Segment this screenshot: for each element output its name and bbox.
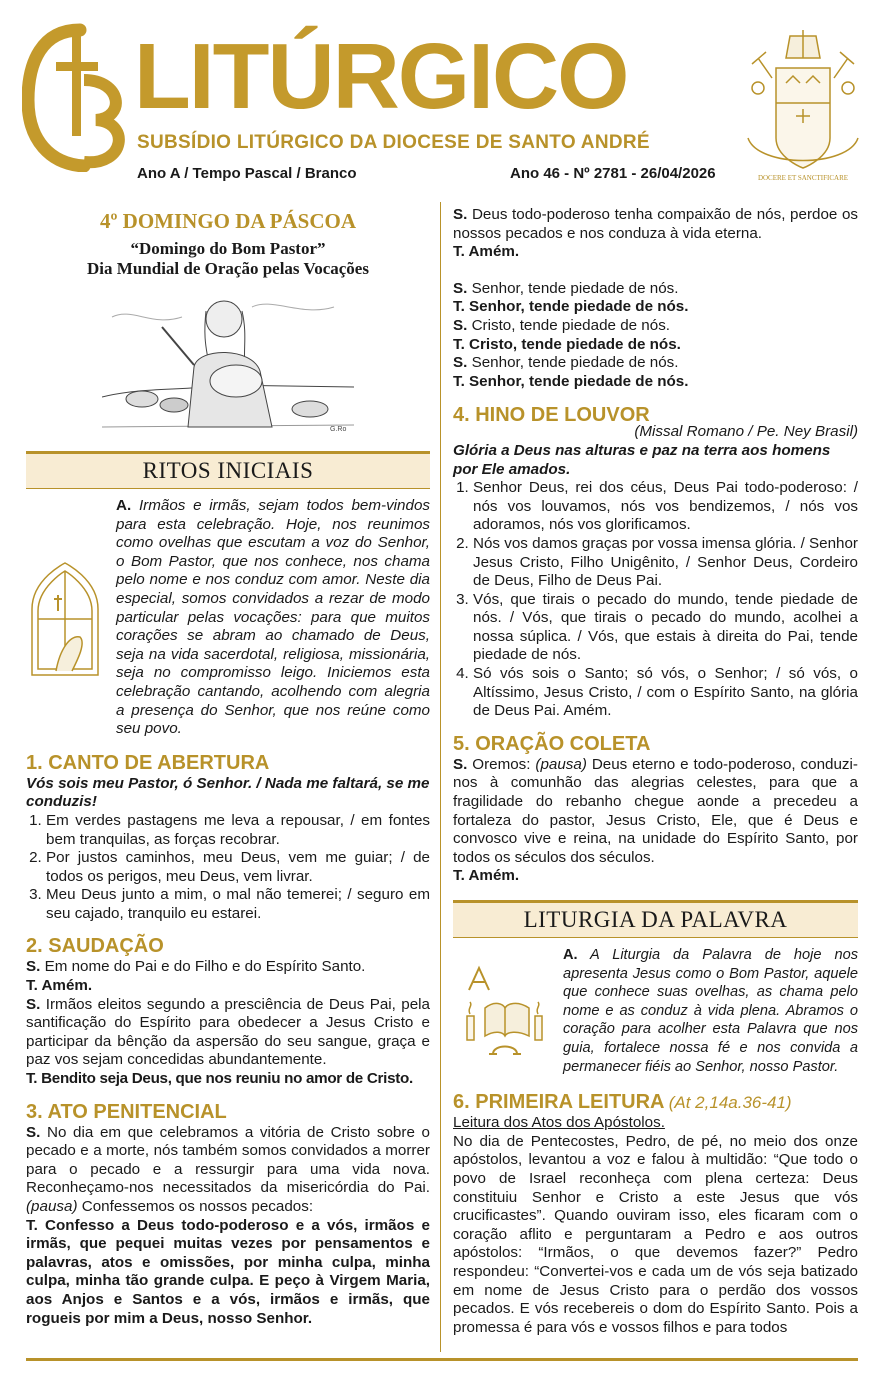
pause-note: (pausa) [26,1198,78,1215]
speaker-label: S. [26,958,41,976]
vocations-day: Dia Mundial de Oração pelas Vocações [87,259,369,278]
edition-number-date: Ano 46 - Nº 2781 - 26/04/2026 [510,165,716,182]
brand-title: LITÚRGICO [134,24,628,128]
list-item: 4. Só vós sois o Santo; só vós, o Senhor; / só vós, o Altíssimo, Jesus Cristo, / com o Espírito Santo, na glória de Deus Pai. Amém. [473,665,858,721]
svg-text:G.Ro: G.Ro [330,426,347,433]
leitura-reference: (At 2,14a.36-41) [668,1093,792,1113]
ritos-intro [26,497,430,739]
speaker-label: S. [26,1123,41,1141]
speaker-label: S. [26,995,41,1013]
saudacao-s1: Em nome do Pai e do Filho e do Espírito Santo. [44,958,366,976]
coleta-response: T. Amém. [453,867,520,885]
list-item: 1. Senhor Deus, rei dos céus, Deus Pai todo-poderoso: / nós vos louvamos, nós vos bendizemos, / nós vos adoramos, nós vos glorificamos. [473,479,858,535]
brand-subtitle: SUBSÍDIO LITÚRGICO DA DIOCESE DE SANTO ANDRÉ [137,132,650,153]
canto-verses [26,812,430,924]
kyrie-line: S. Senhor, tende piedade de nós. [453,279,679,297]
kyrie-line: S. Senhor, tende piedade de nós. [453,354,679,372]
speaker-label: S. [453,755,468,773]
kyrie-line: T. Cristo, tende piedade de nós. [453,335,681,353]
palavra-intro [453,946,858,1076]
hino-source: (Missal Romano / Pe. Ney Brasil) [634,423,858,441]
speaker-label: S. [453,206,468,223]
section-banner-palavra: LITURGIA DA PALAVRA [453,900,858,938]
absolution-text: Deus todo-poderoso tenha compaixão de nós, perdoe os nossos pecados e nos conduza à vida eterna. [453,206,858,242]
confiteor-text: T. Confesso a Deus todo-poderoso e a vós, irmãos e irmãs, que pequei muitas vezes por pensamentos e palavras, atos e omissões, por minha culpa, minha culpa, minha tão grande culpa. E peço à Virgem Maria, aos Anjos e Santos e a vós, irmãos e irmãs, que rogueis por mim a Deus, nosso Senhor. [26,1216,430,1327]
masthead [0,0,882,190]
speaker-label: A. [563,947,578,963]
saudacao-response: T. Bendito seja Deus, que nos reuniu no amor de Cristo. [26,1070,413,1088]
ritos-intro-text: Irmãos e irmãs, sejam todos bem-vindos para esta celebração. Hoje, nos reunimos como ovelhas que escutam a voz do Senhor, o Bom Pastor, que nos conhece, nos chama pelo nome e nos conduz com amor. Neste dia especial, somos convidados a rezar de modo particular pelas vocações: para que muitos corações se abram ao chamado de Deus, seja na vida sacerdotal, religiosa, missionária, seja no compromisso leigo. Iniciemos esta celebração cantando, acolhendo com alegria a presença do Senhor, que nos reúne como seu povo. [116,497,430,738]
saudacao-response: T. Amém. [26,977,93,995]
diocese-coat-of-arms-icon [738,28,868,188]
good-shepherd-illustration [102,287,354,437]
open-book-candles-icon [455,960,551,1056]
penitencial-invitation: No dia em que celebramos a vitória de Cristo sobre o pecado e a morte, nós também somos convidados a morrer para o pecado e a ressurgir para uma vida nova. Reconheçamo-nos necessitados da misericórdia do Pai. [26,1123,430,1197]
column-divider [440,202,441,1352]
coleta-text: Deus eterno e todo-poderoso, conduzi-nos à comunhão das alegrias celestes, para que a fragilidade do rebanho chegue aonde a precedeu a fortaleza do pastor, Jesus Cristo, Ele, que é Deus e convosco vive e reina, na unidade do Espírito Santo, por todos os séculos dos séculos. [453,755,858,866]
bottom-rule [26,1358,858,1361]
penitencial-invitation-end: Confessemos os nossos pecados: [81,1198,314,1215]
sunday-theme: “Domingo do Bom Pastor” [130,239,326,258]
hino-verses [453,479,858,721]
sunday-title: 4º DOMINGO DA PÁSCOA [99,209,357,233]
saudacao-s2: Irmãos eleitos segundo a presciência de Deus Pai, pela santificação do Espírito para obedecer a Jesus Cristo e participar da bênção da aspersão do seu sangue, graça e paz vos sejam concedidas abundantemente. [26,995,430,1069]
pause-note: (pausa) [535,755,587,773]
list-item: 3. Vós, que tirais o pecado do mundo, tende piedade de nós. / Vós, que tirais o pecado do mundo, acolhei a nossa súplica. / Vós, que estais à direita do Pai, tende piedade de nós. [473,591,858,665]
logo-cross-icon [22,22,132,172]
list-item: 3. Meu Deus junto a mim, o mal não temerei; / seguro em seu cajado, tranquilo eu estarei. [46,886,430,923]
section-heading-canto: 1. CANTO DE ABERTURA [26,751,270,774]
canto-refrain: Vós sois meu Pastor, ó Senhor. / Nada me faltará, se me conduzis! [26,774,430,811]
hino-refrain: Glória a Deus nas alturas e paz na terra aos homens por Ele amados. [453,441,831,478]
section-heading-leitura: 6. PRIMEIRA LEITURA (At 2,14a.36-41) [453,1091,792,1114]
praying-hands-window-icon [26,559,104,679]
section-heading-penitencial: 3. ATO PENITENCIAL [26,1100,227,1123]
edition-season: Ano A / Tempo Pascal / Branco [137,165,357,182]
section-banner-ritos: RITOS INICIAIS [26,451,430,489]
left-column [26,206,430,1328]
leitura-text: No dia de Pentecostes, Pedro, de pé, no meio dos onze apóstolos, levantou a voz e falou à multidão: “Que todo o povo de Israel reconheça com plena certeza: Deus constituiu Senhor e Cristo a este Jesus que vós crucificastes”. Quando ouviram isso, eles ficaram com o coração aflito e perguntaram a Pedro e aos outros apóstolos: “Irmãos, o que devemos fazer?” Pedro respondeu: “Convertei-vos e cada um de vós seja batizado em nome de Jesus Cristo para o perdão dos vossos pecados. E vós recebereis o dom do Espírito Santo. Pois a promessa é para vós e vossos filhos e para todos [453,1132,858,1336]
section-heading-saudacao: 2. SAUDAÇÃO [26,935,164,958]
svg-text:DOCERE ET SANCTIFICARE: DOCERE ET SANCTIFICARE [757,174,849,182]
right-column: S. Deus todo-poderoso tenha compaixão de nós, perdoe os nossos pecados e nos conduza à vida eterna. T. Amém. S. Senhor, tende piedade de nós. T. Senhor, tende piedade de nós. S. Cristo, tende piedade de nós. T. Cristo, tende piedade de nós. S. Senhor, tende piedade de nós. T. Senhor, tende piedade de nós. 4. HINO DE LOUVOR (Missal Romano / Pe. Ney Brasil) Glória a Deus nas alturas e paz na terra aos homens por Ele amados. 1. Senhor Deus, rei dos céus, Deus Pai todo-poderoso: / nós vos louvamos, nós vos bendizemos, / nós vos adoramos, nós vos glorificamos. 2. Nós vos damos graças por vossa imensa glória. / Senhor Jesus Cristo, Filho Unigênito, / Senhor Deus, Cordeiro de Deus, Filho de Deus Pai. 3. Vós, que tirais o pecado do mundo, tende piedade de nós. / Vós, que tirais o pecado do mundo, acolhei a nossa súplica. / Vós, que estais à direita do Pai, tende piedade de nós. 4. Só vós sois o Santo; só vós, o Senhor; / só vós, o Altíssimo, Jesus Cristo, / com o Espírito Santo, na glória de Deus Pai. Amém. 5. ORAÇÃO COLETA S. Oremos: (pausa) Deus eterno e todo-poderoso, conduzi-nos à comunhão das alegrias celestes, para que a fragilidade do rebanho chegue aonde a precedeu a fortaleza do pastor, Jesus Cristo, Ele, que é Deus e convosco vive e reina, na unidade do Espírito Santo, por todos os séculos dos séculos. T. Amém. LITURGIA DA PALAVRA A. A Liturgia da Palavra de hoje nos apresenta Jesus como o Bom Pastor, aquele que conhece suas ovelhas, as chama pelo nome e as conduz à vida plena. Abramos o coração para acolher esta Palavra que nos guia, fortalece nossa fé e nos convida a permanecer fiéis ao Senhor, nosso Pastor. 6. PRIMEIRA LEITURA (At 2,14a.36-41) Leitura dos Atos dos Apóstolos. No dia de Pentecostes, Pedro, de pé, no meio dos onze apóstolos, levantou a voz e falou à multidão: “Que todo o povo de Israel reconheça com plena certeza: Deus constituiu Senhor e Cristo a este Jesus que vós crucificastes”. Quando ouviram isso, eles ficaram com o coração aflito e perguntaram a Pedro e aos outros apóstolos: “Irmãos, o que devemos fazer?” Pedro respondeu: “Convertei-vos e cada um de vós seja batizado em nome de Jesus Cristo para o perdão dos vossos pecados. E vós recebereis o dom do Espírito Santo. Pois a promessa é para vós e vossos filhos e para todos [453,206,858,1337]
list-item: 1. Em verdes pastagens me leva a repousar, / em fontes bem tranquilas, as forças recobrar. [46,812,430,849]
palavra-intro-text: A Liturgia da Palavra de hoje nos apresenta Jesus como o Bom Pastor, aquele que conhece suas ovelhas, as chama pelo nome e as conduz à vida plena. Abramos o coração para acolher esta Palavra que nos guia, fortalece nossa fé e nos convida a permanecer fiéis ao Senhor, nosso Pastor. [563,947,859,1075]
kyrie [453,280,858,392]
absolution-response: T. Amém. [453,243,520,261]
list-item: 2. Por justos caminhos, meu Deus, vem me guiar; / de todos os perigos, meu Deus, vem livrar. [46,849,430,886]
section-heading-hino: 4. HINO DE LOUVOR [453,404,650,427]
kyrie-line: T. Senhor, tende piedade de nós. [453,372,689,390]
speaker-label: A. [116,497,132,514]
kyrie-line: S. Cristo, tende piedade de nós. [453,316,671,334]
section-heading-coleta: 5. ORAÇÃO COLETA [453,732,651,755]
kyrie-line: T. Senhor, tende piedade de nós. [453,298,689,316]
leitura-source: Leitura dos Atos dos Apóstolos. [453,1114,665,1132]
list-item: 2. Nós vos damos graças por vossa imensa glória. / Senhor Jesus Cristo, Filho Unigênito, / Senhor Deus, Cordeiro de Deus, Filho de Deus Pai. [473,535,858,591]
